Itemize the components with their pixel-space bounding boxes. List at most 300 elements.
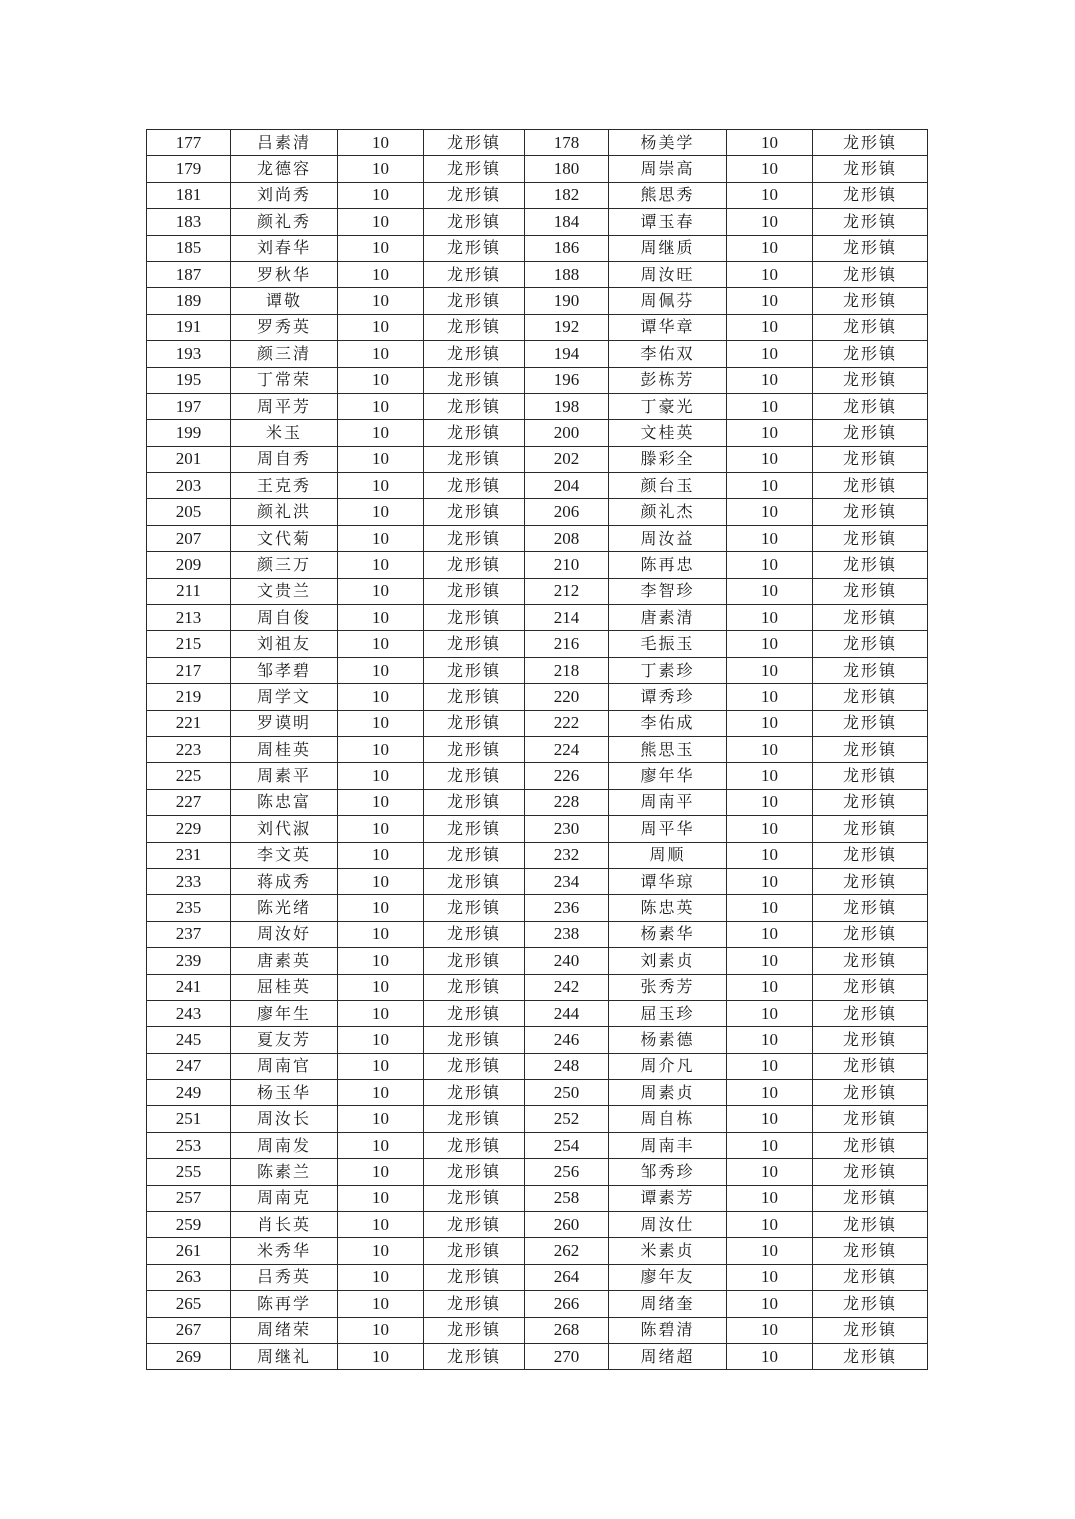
entry-town: 龙形镇 bbox=[813, 948, 928, 974]
entry-amount: 10 bbox=[727, 578, 813, 604]
entry-amount: 10 bbox=[338, 1132, 424, 1158]
entry-amount: 10 bbox=[727, 209, 813, 235]
table-row bbox=[147, 288, 928, 314]
entry-number: 199 bbox=[147, 420, 231, 446]
entry-amount: 10 bbox=[338, 314, 424, 340]
entry-town: 龙形镇 bbox=[813, 1343, 928, 1369]
entry-number: 205 bbox=[147, 499, 231, 525]
entry-amount: 10 bbox=[338, 446, 424, 472]
table-row bbox=[147, 974, 928, 1000]
entry-town: 龙形镇 bbox=[813, 1053, 928, 1079]
entry-town: 龙形镇 bbox=[813, 1080, 928, 1106]
entry-amount: 10 bbox=[727, 1238, 813, 1264]
entry-town: 龙形镇 bbox=[813, 1132, 928, 1158]
entry-town: 龙形镇 bbox=[424, 842, 525, 868]
entry-town: 龙形镇 bbox=[424, 473, 525, 499]
table-row bbox=[147, 156, 928, 182]
entry-town: 龙形镇 bbox=[424, 1159, 525, 1185]
entry-town: 龙形镇 bbox=[813, 868, 928, 894]
entry-town: 龙形镇 bbox=[424, 341, 525, 367]
entry-number: 191 bbox=[147, 314, 231, 340]
entry-amount: 10 bbox=[338, 868, 424, 894]
entry-town: 龙形镇 bbox=[813, 1027, 928, 1053]
entry-amount: 10 bbox=[727, 1027, 813, 1053]
entry-name: 刘祖友 bbox=[231, 631, 338, 657]
entry-number: 204 bbox=[525, 473, 609, 499]
entry-town: 龙形镇 bbox=[424, 1212, 525, 1238]
entry-name: 李文英 bbox=[231, 842, 338, 868]
entry-name: 谭秀珍 bbox=[609, 684, 727, 710]
entry-amount: 10 bbox=[727, 525, 813, 551]
entry-number: 248 bbox=[525, 1053, 609, 1079]
entry-town: 龙形镇 bbox=[813, 816, 928, 842]
table-row bbox=[147, 868, 928, 894]
entry-number: 211 bbox=[147, 578, 231, 604]
entry-amount: 10 bbox=[727, 314, 813, 340]
entry-town: 龙形镇 bbox=[813, 235, 928, 261]
entry-name: 颜礼杰 bbox=[609, 499, 727, 525]
entry-amount: 10 bbox=[727, 842, 813, 868]
entry-amount: 10 bbox=[727, 1343, 813, 1369]
entry-number: 220 bbox=[525, 684, 609, 710]
entry-amount: 10 bbox=[727, 499, 813, 525]
entry-town: 龙形镇 bbox=[424, 657, 525, 683]
entry-town: 龙形镇 bbox=[424, 156, 525, 182]
entry-name: 屈桂英 bbox=[231, 974, 338, 1000]
entry-amount: 10 bbox=[338, 789, 424, 815]
entry-amount: 10 bbox=[338, 261, 424, 287]
entry-number: 260 bbox=[525, 1212, 609, 1238]
entry-amount: 10 bbox=[338, 605, 424, 631]
entry-number: 230 bbox=[525, 816, 609, 842]
entry-amount: 10 bbox=[338, 341, 424, 367]
entry-name: 周南发 bbox=[231, 1132, 338, 1158]
entry-town: 龙形镇 bbox=[424, 1343, 525, 1369]
entry-town: 龙形镇 bbox=[813, 1000, 928, 1026]
entry-number: 269 bbox=[147, 1343, 231, 1369]
entry-town: 龙形镇 bbox=[813, 499, 928, 525]
entry-amount: 10 bbox=[338, 156, 424, 182]
entry-amount: 10 bbox=[338, 1106, 424, 1132]
entry-town: 龙形镇 bbox=[813, 736, 928, 762]
entry-town: 龙形镇 bbox=[424, 1185, 525, 1211]
entry-amount: 10 bbox=[338, 736, 424, 762]
entry-number: 244 bbox=[525, 1000, 609, 1026]
entry-amount: 10 bbox=[338, 525, 424, 551]
entry-number: 232 bbox=[525, 842, 609, 868]
table-row bbox=[147, 816, 928, 842]
entry-amount: 10 bbox=[727, 736, 813, 762]
entry-town: 龙形镇 bbox=[424, 974, 525, 1000]
table-row bbox=[147, 842, 928, 868]
entry-town: 龙形镇 bbox=[813, 367, 928, 393]
entry-amount: 10 bbox=[727, 1317, 813, 1343]
entry-name: 吕秀英 bbox=[231, 1264, 338, 1290]
entry-name: 刘素贞 bbox=[609, 948, 727, 974]
entry-name: 刘代淑 bbox=[231, 816, 338, 842]
entry-amount: 10 bbox=[338, 552, 424, 578]
entry-name: 颜礼洪 bbox=[231, 499, 338, 525]
entry-number: 212 bbox=[525, 578, 609, 604]
entry-amount: 10 bbox=[727, 657, 813, 683]
entry-name: 杨美学 bbox=[609, 130, 727, 156]
entry-number: 251 bbox=[147, 1106, 231, 1132]
entry-number: 222 bbox=[525, 710, 609, 736]
entry-town: 龙形镇 bbox=[813, 684, 928, 710]
entry-name: 杨玉华 bbox=[231, 1080, 338, 1106]
entry-town: 龙形镇 bbox=[813, 1238, 928, 1264]
entry-name: 周顺 bbox=[609, 842, 727, 868]
table-row bbox=[147, 684, 928, 710]
entry-amount: 10 bbox=[727, 261, 813, 287]
entry-town: 龙形镇 bbox=[813, 182, 928, 208]
entry-number: 227 bbox=[147, 789, 231, 815]
table-row bbox=[147, 341, 928, 367]
entry-number: 178 bbox=[525, 130, 609, 156]
entry-amount: 10 bbox=[727, 763, 813, 789]
entry-amount: 10 bbox=[338, 763, 424, 789]
entry-name: 陈再忠 bbox=[609, 552, 727, 578]
entry-number: 198 bbox=[525, 393, 609, 419]
entry-amount: 10 bbox=[338, 974, 424, 1000]
entry-name: 陈忠富 bbox=[231, 789, 338, 815]
entry-town: 龙形镇 bbox=[813, 420, 928, 446]
entry-number: 193 bbox=[147, 341, 231, 367]
entry-amount: 10 bbox=[727, 473, 813, 499]
entry-name: 周崇高 bbox=[609, 156, 727, 182]
entry-amount: 10 bbox=[727, 1000, 813, 1026]
entry-town: 龙形镇 bbox=[424, 948, 525, 974]
entry-amount: 10 bbox=[338, 842, 424, 868]
entry-name: 颜礼秀 bbox=[231, 209, 338, 235]
entry-amount: 10 bbox=[338, 209, 424, 235]
entry-town: 龙形镇 bbox=[813, 631, 928, 657]
table-row bbox=[147, 182, 928, 208]
entry-town: 龙形镇 bbox=[813, 1291, 928, 1317]
entry-town: 龙形镇 bbox=[813, 605, 928, 631]
entry-town: 龙形镇 bbox=[424, 288, 525, 314]
entry-name: 周自俊 bbox=[231, 605, 338, 631]
entry-number: 236 bbox=[525, 895, 609, 921]
table-row bbox=[147, 261, 928, 287]
table-row bbox=[147, 1264, 928, 1290]
entry-town: 龙形镇 bbox=[424, 552, 525, 578]
entry-town: 龙形镇 bbox=[813, 1317, 928, 1343]
entry-number: 246 bbox=[525, 1027, 609, 1053]
entry-name: 周汝旺 bbox=[609, 261, 727, 287]
entry-amount: 10 bbox=[338, 710, 424, 736]
entry-number: 184 bbox=[525, 209, 609, 235]
entry-number: 207 bbox=[147, 525, 231, 551]
entry-name: 邹孝碧 bbox=[231, 657, 338, 683]
entry-amount: 10 bbox=[727, 552, 813, 578]
entry-town: 龙形镇 bbox=[813, 842, 928, 868]
entry-amount: 10 bbox=[727, 974, 813, 1000]
entry-name: 李智珍 bbox=[609, 578, 727, 604]
entry-number: 228 bbox=[525, 789, 609, 815]
entry-name: 丁常荣 bbox=[231, 367, 338, 393]
entry-name: 丁素珍 bbox=[609, 657, 727, 683]
entry-town: 龙形镇 bbox=[813, 974, 928, 1000]
entry-amount: 10 bbox=[338, 948, 424, 974]
entry-amount: 10 bbox=[727, 367, 813, 393]
entry-number: 189 bbox=[147, 288, 231, 314]
entry-name: 彭栋芳 bbox=[609, 367, 727, 393]
entry-number: 224 bbox=[525, 736, 609, 762]
entry-amount: 10 bbox=[338, 1238, 424, 1264]
table-row bbox=[147, 314, 928, 340]
entry-amount: 10 bbox=[727, 341, 813, 367]
entry-amount: 10 bbox=[338, 1317, 424, 1343]
entry-amount: 10 bbox=[338, 473, 424, 499]
entry-town: 龙形镇 bbox=[424, 631, 525, 657]
entry-name: 唐素清 bbox=[609, 605, 727, 631]
entry-number: 201 bbox=[147, 446, 231, 472]
entry-number: 183 bbox=[147, 209, 231, 235]
entry-number: 266 bbox=[525, 1291, 609, 1317]
table-row bbox=[147, 1212, 928, 1238]
entry-amount: 10 bbox=[338, 1264, 424, 1290]
entry-town: 龙形镇 bbox=[424, 367, 525, 393]
entry-name: 王克秀 bbox=[231, 473, 338, 499]
table-row bbox=[147, 499, 928, 525]
entry-number: 229 bbox=[147, 816, 231, 842]
entry-name: 谭素芳 bbox=[609, 1185, 727, 1211]
entry-number: 233 bbox=[147, 868, 231, 894]
entry-name: 周绪奎 bbox=[609, 1291, 727, 1317]
entry-amount: 10 bbox=[338, 631, 424, 657]
entry-town: 龙形镇 bbox=[813, 446, 928, 472]
entry-town: 龙形镇 bbox=[813, 552, 928, 578]
entry-amount: 10 bbox=[727, 710, 813, 736]
entry-town: 龙形镇 bbox=[813, 288, 928, 314]
entry-name: 周自秀 bbox=[231, 446, 338, 472]
table-row bbox=[147, 473, 928, 499]
entry-amount: 10 bbox=[727, 1053, 813, 1079]
entry-number: 190 bbox=[525, 288, 609, 314]
entry-name: 熊思玉 bbox=[609, 736, 727, 762]
entry-number: 235 bbox=[147, 895, 231, 921]
entry-name: 吕素清 bbox=[231, 130, 338, 156]
entry-number: 238 bbox=[525, 921, 609, 947]
entry-number: 225 bbox=[147, 763, 231, 789]
entry-name: 丁豪光 bbox=[609, 393, 727, 419]
entry-amount: 10 bbox=[338, 235, 424, 261]
table-row bbox=[147, 1317, 928, 1343]
entry-name: 唐素英 bbox=[231, 948, 338, 974]
entry-name: 夏友芳 bbox=[231, 1027, 338, 1053]
entry-amount: 10 bbox=[727, 816, 813, 842]
entry-town: 龙形镇 bbox=[813, 578, 928, 604]
table-row bbox=[147, 657, 928, 683]
entry-name: 米秀华 bbox=[231, 1238, 338, 1264]
entry-name: 刘尚秀 bbox=[231, 182, 338, 208]
entry-town: 龙形镇 bbox=[424, 235, 525, 261]
entry-town: 龙形镇 bbox=[424, 684, 525, 710]
entry-number: 252 bbox=[525, 1106, 609, 1132]
entry-name: 文代菊 bbox=[231, 525, 338, 551]
entry-number: 180 bbox=[525, 156, 609, 182]
entry-amount: 10 bbox=[338, 895, 424, 921]
entry-number: 261 bbox=[147, 1238, 231, 1264]
entry-number: 213 bbox=[147, 605, 231, 631]
table-row bbox=[147, 130, 928, 156]
entry-number: 247 bbox=[147, 1053, 231, 1079]
table-row bbox=[147, 1185, 928, 1211]
entry-name: 屈玉珍 bbox=[609, 1000, 727, 1026]
entry-number: 262 bbox=[525, 1238, 609, 1264]
entry-town: 龙形镇 bbox=[424, 1317, 525, 1343]
entry-amount: 10 bbox=[727, 1291, 813, 1317]
entry-name: 周南克 bbox=[231, 1185, 338, 1211]
roster-body bbox=[147, 130, 928, 1370]
entry-town: 龙形镇 bbox=[424, 1106, 525, 1132]
entry-name: 张秀芳 bbox=[609, 974, 727, 1000]
table-row bbox=[147, 763, 928, 789]
entry-name: 文贵兰 bbox=[231, 578, 338, 604]
table-row bbox=[147, 552, 928, 578]
entry-name: 杨素德 bbox=[609, 1027, 727, 1053]
entry-town: 龙形镇 bbox=[813, 710, 928, 736]
entry-number: 217 bbox=[147, 657, 231, 683]
entry-name: 熊思秀 bbox=[609, 182, 727, 208]
entry-name: 颜三清 bbox=[231, 341, 338, 367]
entry-number: 223 bbox=[147, 736, 231, 762]
entry-amount: 10 bbox=[338, 1159, 424, 1185]
entry-amount: 10 bbox=[338, 816, 424, 842]
entry-amount: 10 bbox=[727, 895, 813, 921]
entry-name: 周继质 bbox=[609, 235, 727, 261]
entry-amount: 10 bbox=[338, 420, 424, 446]
entry-name: 周南官 bbox=[231, 1053, 338, 1079]
entry-number: 243 bbox=[147, 1000, 231, 1026]
entry-name: 周平华 bbox=[609, 816, 727, 842]
entry-amount: 10 bbox=[727, 1185, 813, 1211]
table-row bbox=[147, 525, 928, 551]
entry-name: 陈素兰 bbox=[231, 1159, 338, 1185]
entry-town: 龙形镇 bbox=[813, 1264, 928, 1290]
entry-town: 龙形镇 bbox=[424, 499, 525, 525]
entry-town: 龙形镇 bbox=[424, 1027, 525, 1053]
entry-name: 邹秀珍 bbox=[609, 1159, 727, 1185]
entry-town: 龙形镇 bbox=[424, 789, 525, 815]
entry-town: 龙形镇 bbox=[813, 393, 928, 419]
entry-name: 蒋成秀 bbox=[231, 868, 338, 894]
entry-town: 龙形镇 bbox=[424, 393, 525, 419]
entry-name: 周桂英 bbox=[231, 736, 338, 762]
table-row bbox=[147, 1159, 928, 1185]
entry-town: 龙形镇 bbox=[424, 1132, 525, 1158]
entry-number: 214 bbox=[525, 605, 609, 631]
entry-town: 龙形镇 bbox=[424, 182, 525, 208]
entry-amount: 10 bbox=[338, 1000, 424, 1026]
entry-name: 廖年华 bbox=[609, 763, 727, 789]
entry-amount: 10 bbox=[727, 235, 813, 261]
entry-number: 218 bbox=[525, 657, 609, 683]
entry-number: 231 bbox=[147, 842, 231, 868]
entry-amount: 10 bbox=[727, 948, 813, 974]
entry-name: 罗谟明 bbox=[231, 710, 338, 736]
entry-number: 179 bbox=[147, 156, 231, 182]
entry-town: 龙形镇 bbox=[813, 1159, 928, 1185]
entry-number: 181 bbox=[147, 182, 231, 208]
entry-number: 226 bbox=[525, 763, 609, 789]
entry-amount: 10 bbox=[338, 1080, 424, 1106]
entry-town: 龙形镇 bbox=[424, 261, 525, 287]
entry-town: 龙形镇 bbox=[813, 314, 928, 340]
entry-number: 186 bbox=[525, 235, 609, 261]
entry-amount: 10 bbox=[727, 684, 813, 710]
table-row bbox=[147, 1132, 928, 1158]
entry-name: 谭敬 bbox=[231, 288, 338, 314]
entry-amount: 10 bbox=[338, 1185, 424, 1211]
entry-amount: 10 bbox=[338, 288, 424, 314]
entry-amount: 10 bbox=[727, 868, 813, 894]
entry-town: 龙形镇 bbox=[424, 446, 525, 472]
entry-name: 廖年友 bbox=[609, 1264, 727, 1290]
entry-number: 206 bbox=[525, 499, 609, 525]
table-row bbox=[147, 420, 928, 446]
entry-amount: 10 bbox=[727, 921, 813, 947]
entry-town: 龙形镇 bbox=[813, 789, 928, 815]
entry-name: 陈光绪 bbox=[231, 895, 338, 921]
table-row bbox=[147, 1291, 928, 1317]
entry-number: 202 bbox=[525, 446, 609, 472]
entry-amount: 10 bbox=[338, 684, 424, 710]
entry-town: 龙形镇 bbox=[813, 473, 928, 499]
entry-town: 龙形镇 bbox=[813, 895, 928, 921]
entry-number: 196 bbox=[525, 367, 609, 393]
entry-name: 谭华琼 bbox=[609, 868, 727, 894]
table-row bbox=[147, 1238, 928, 1264]
entry-amount: 10 bbox=[727, 393, 813, 419]
entry-number: 265 bbox=[147, 1291, 231, 1317]
entry-name: 谭华章 bbox=[609, 314, 727, 340]
entry-number: 209 bbox=[147, 552, 231, 578]
entry-town: 龙形镇 bbox=[424, 130, 525, 156]
entry-name: 周汝长 bbox=[231, 1106, 338, 1132]
entry-number: 192 bbox=[525, 314, 609, 340]
entry-amount: 10 bbox=[727, 1106, 813, 1132]
entry-name: 周汝仕 bbox=[609, 1212, 727, 1238]
entry-name: 文桂英 bbox=[609, 420, 727, 446]
entry-amount: 10 bbox=[338, 1053, 424, 1079]
entry-town: 龙形镇 bbox=[424, 1000, 525, 1026]
entry-name: 周绪荣 bbox=[231, 1317, 338, 1343]
table-row bbox=[147, 367, 928, 393]
entry-town: 龙形镇 bbox=[424, 525, 525, 551]
entry-name: 周素贞 bbox=[609, 1080, 727, 1106]
roster-table bbox=[146, 129, 928, 1370]
entry-amount: 10 bbox=[338, 1343, 424, 1369]
entry-name: 米素贞 bbox=[609, 1238, 727, 1264]
entry-number: 254 bbox=[525, 1132, 609, 1158]
entry-amount: 10 bbox=[338, 1027, 424, 1053]
entry-town: 龙形镇 bbox=[424, 1080, 525, 1106]
entry-name: 陈碧清 bbox=[609, 1317, 727, 1343]
entry-town: 龙形镇 bbox=[424, 578, 525, 604]
entry-amount: 10 bbox=[338, 367, 424, 393]
entry-number: 267 bbox=[147, 1317, 231, 1343]
entry-amount: 10 bbox=[727, 446, 813, 472]
entry-town: 龙形镇 bbox=[813, 525, 928, 551]
entry-number: 219 bbox=[147, 684, 231, 710]
entry-town: 龙形镇 bbox=[424, 605, 525, 631]
table-row bbox=[147, 921, 928, 947]
entry-number: 188 bbox=[525, 261, 609, 287]
entry-town: 龙形镇 bbox=[813, 921, 928, 947]
entry-number: 194 bbox=[525, 341, 609, 367]
